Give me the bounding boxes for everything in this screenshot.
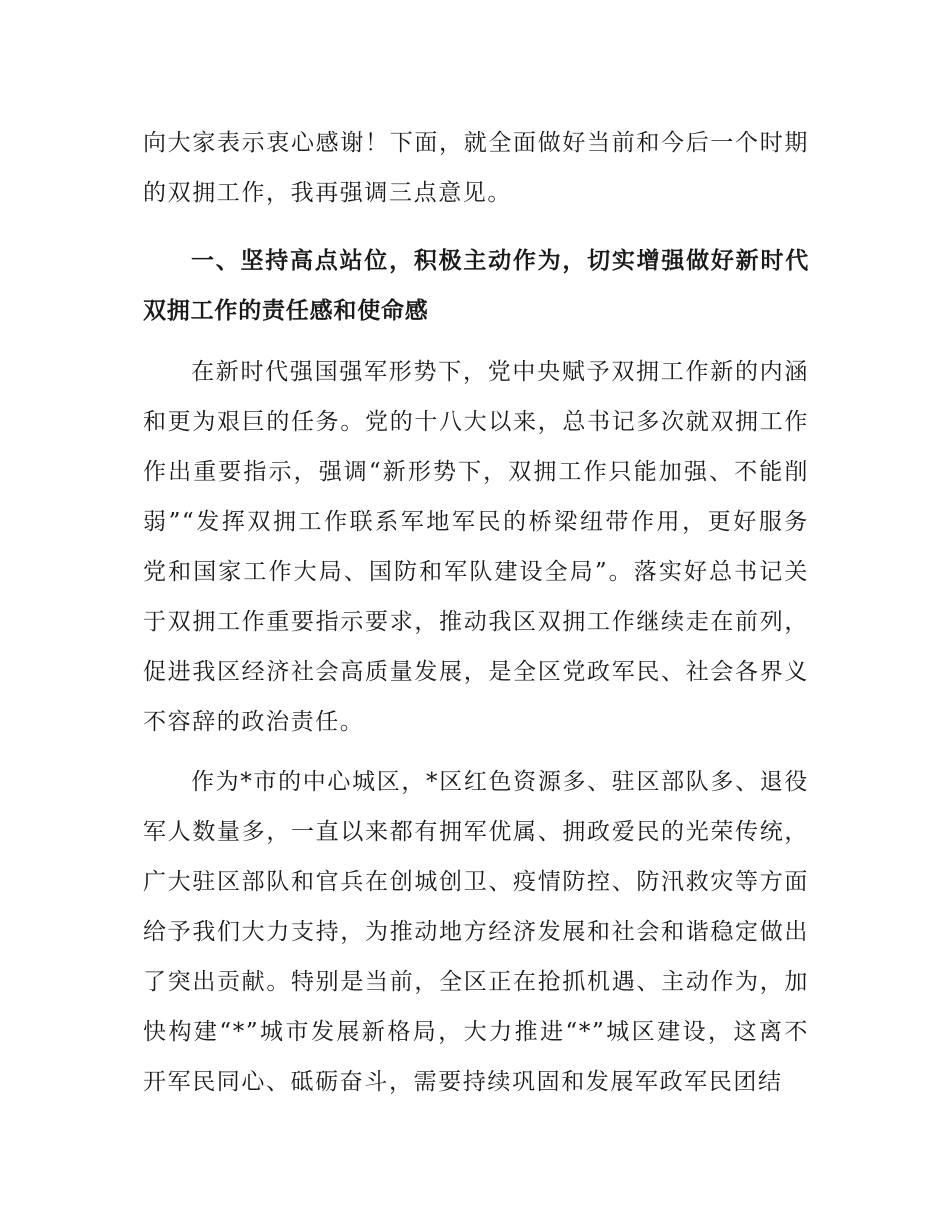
body-paragraph-2: 作为*市的中心城区，*区红色资源多、驻区部队多、退役军人数量多，一直以来都有拥军优属、拥政爱民的光荣传统，广大驻区部队和官兵在创城创卫、疫情防控、防汛救灾等方面给予我们大力支持，为推动地方经济发展和社会和谐稳定做出了突出贡献。特别是当前，全区正在抢抓机遇、主动作为，加快构建“*”城市发展新格局，大力推进“*”城区建设，这离不开军民同心、砥砺奋斗，需要持续巩固和发展军政军民团结	[143, 769, 809, 1095]
section-heading: 一、坚持高点站位，积极主动作为，切实增强做好新时代双拥工作的责任感和使命感	[143, 248, 809, 324]
body-paragraph-1: 在新时代强国强军形势下，党中央赋予双拥工作新的内涵和更为艰巨的任务。党的十八大以来，总书记多次就双拥工作作出重要指示，强调“新形势下，双拥工作只能加强、不能削弱”“发挥双拥工作联系军地军民的桥梁纽带作用，更好服务党和国家工作大局、国防和军队建设全局”。落实好总书记关于双拥工作重要指示要求，推动我区双拥工作继续走在前列，促进我区经济社会高质量发展，是全区党政军民、社会各界义不容辞的政治责任。	[143, 359, 809, 735]
intro-paragraph: 向大家表示衷心感谢！下面，就全面做好当前和今后一个时期的双拥工作，我再强调三点意见。	[143, 130, 809, 206]
